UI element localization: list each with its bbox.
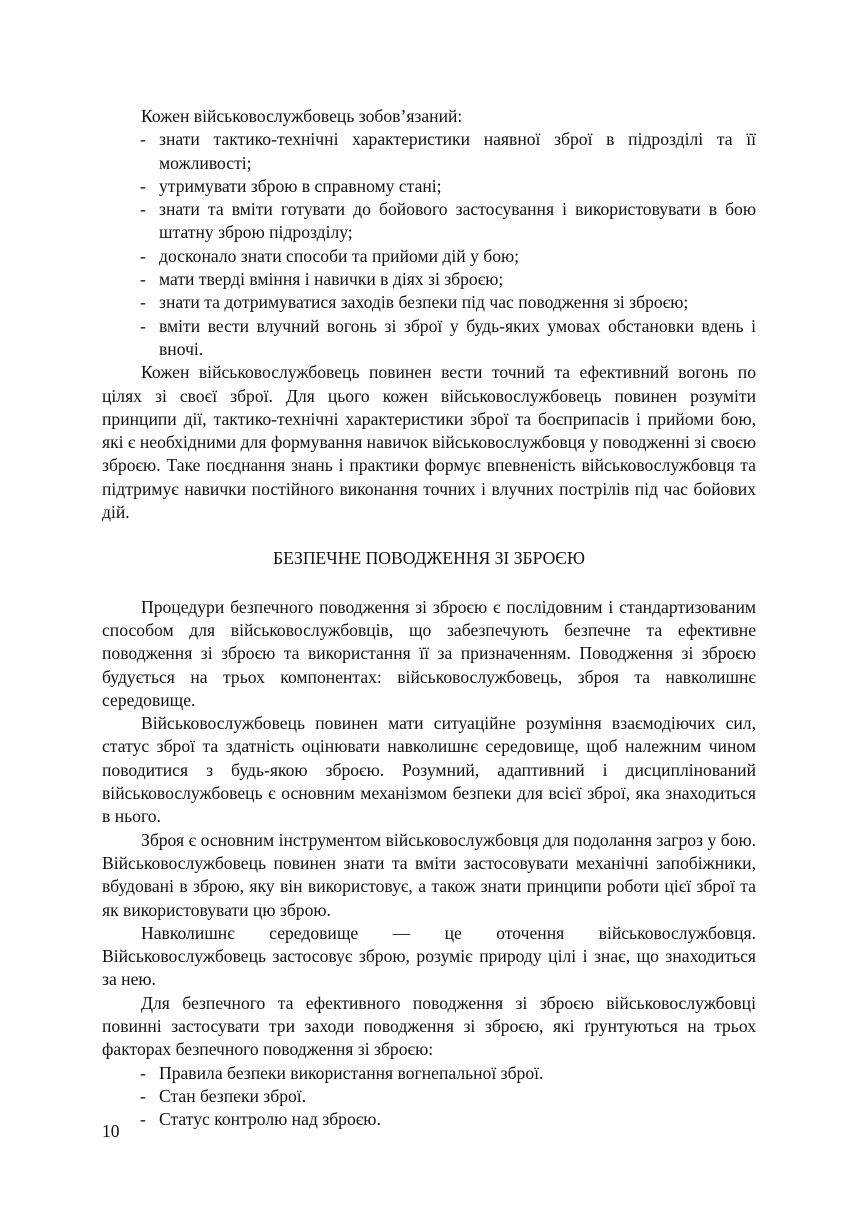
section-heading: БЕЗПЕЧНЕ ПОВОДЖЕННЯ ЗІ ЗБРОЄЮ <box>272 548 586 569</box>
paragraph-procedures: Процедури безпечного поводження зі зброєю є послідовним і стандартизованим способом для військовослужбовців, що забезпечують безпечне та ефективне поводження зі зброєю та використання її за призначенням. Поводження зі зброєю будується на трьох компонентах: військовослужбовець, зброя та навколишнє середовище. <box>102 596 756 710</box>
list-item: - знати тактико-технічні характеристики наявної зброї в підрозділі та її можливості; <box>140 129 756 173</box>
paragraph-weapon: Зброя є основним інструментом військовослужбовця для подолання загроз у бою. Військовослужбовець повинен знати та вміти застосовувати механічні запобіжники, вбудовані в зброю, яку він використовує, а також знати принципи роботи цієї зброї та як використовувати цю зброю. <box>102 829 756 920</box>
paragraph-measures-intro: Для безпечного та ефективного поводження зі зброєю військовослужбовці повинні застосувати три заходи поводження зі зброєю, які ґрунтуються на трьох факторах безпечного поводження зі зброєю: <box>102 992 756 1060</box>
page-body <box>102 105 756 1131</box>
paragraph-fire: Кожен військовослужбовець повинен вести точний та ефективний вогонь по цілях зі своєї зброї. Для цього кожен військовослужбовець повинен розуміти принципи дії, тактико-технічні характеристики зброї та боєприпасів і прийоми бою, які є необхідними для формування навичок військовослужбовця у поводженні зі своєю зброєю. Таке поєднання знань і практики формує впевненість військовослужбовця та підтримує навички постійного виконання точних і влучних пострілів під час бойових дій. <box>102 362 756 523</box>
list-item: - утримувати зброю в справному стані; <box>140 175 442 196</box>
list-item: - знати та вміти готувати до бойового застосування і використовувати в бою штатну зброю підрозділу; <box>140 199 756 243</box>
page-number: 10 <box>102 1121 120 1141</box>
list-item: - знати та дотримуватися заходів безпеки під час поводження зі зброєю; <box>140 292 689 313</box>
list-item: - вміти вести влучний вогонь зі зброї у будь-яких умовах обстановки вдень і вночі. <box>140 315 756 359</box>
list-item: - Правила безпеки використання вогнепальної зброї. <box>140 1062 544 1083</box>
list-item: - Статус контролю над зброєю. <box>140 1109 381 1130</box>
list-item: - досконало знати способи та прийоми дій у бою; <box>140 245 520 266</box>
list-item: - Стан безпеки зброї. <box>140 1085 307 1106</box>
measures-list <box>102 1062 756 1132</box>
list-item: - мати тверді вміння і навички в діях зі зброєю; <box>140 269 504 290</box>
paragraph-soldier: Військовослужбовець повинен мати ситуаційне розуміння взаємодіючих сил, статус зброї та здатність оцінювати навколишнє середовище, щоб належним чином поводитися з будь-якою зброєю. Розумний, адаптивний і дисциплінований військовослужбовець є основним механізмом безпеки для всієї зброї, яка знаходиться в нього. <box>102 713 756 827</box>
duties-list <box>102 128 756 361</box>
duties-intro: Кожен військовослужбовець зобов’язаний: <box>141 106 463 126</box>
paragraph-environment: Навколишнє середовище — це оточення військовослужбовця. Військовослужбовець застосовує зброю, розуміє природу цілі і знає, що знаходиться за нею. <box>102 922 756 990</box>
